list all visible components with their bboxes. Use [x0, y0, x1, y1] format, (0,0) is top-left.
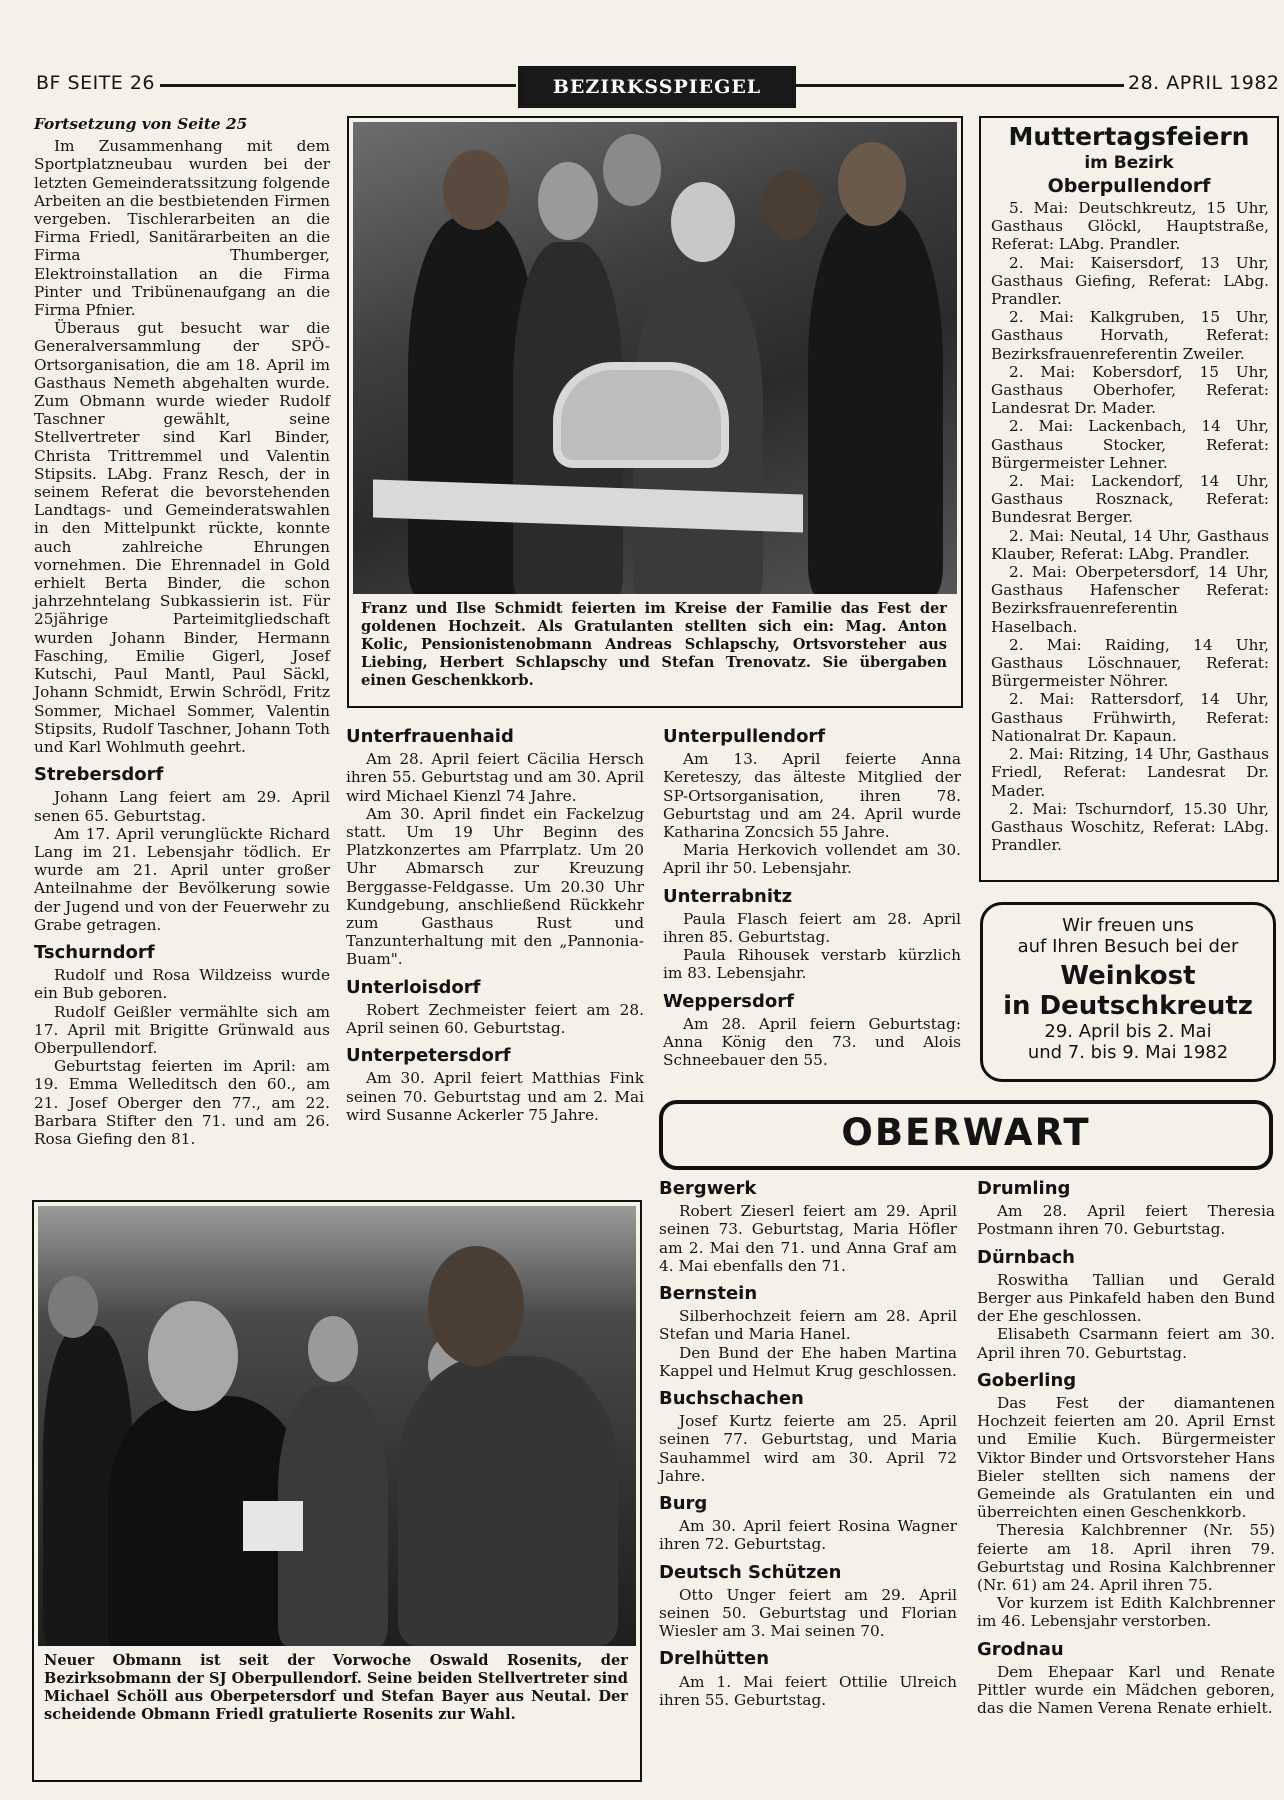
- photo-caption-bottom: Neuer Obmann ist seit der Vorwoche Oswald Rosenits, der Bezirksobmann der SJ Oberpullendorf. Seine beiden Stellvertreter sind Michael Schöll aus Oberpetersdorf und Stefan Bayer aus Neutal. Der scheidende Obmann Friedl gratulierte Rosenits zur Wahl.: [44, 1652, 628, 1723]
- section-heading: Bergwerk: [659, 1178, 757, 1199]
- section-heading: Grodnau: [977, 1638, 1064, 1660]
- photo-frame-top: [347, 116, 963, 708]
- ad-line: Wir freuen uns: [1062, 915, 1194, 936]
- section-heading: Goberling: [977, 1369, 1077, 1391]
- section-heading: Dürnbach: [977, 1246, 1075, 1268]
- article-paragraph: Otto Unger feiert am 29. April seinen 50. Geburtstag und Florian Wiesler am 3. Mai seinen 70.: [659, 1585, 957, 1641]
- article-paragraph: Das Fest der diamantenen Hochzeit feierten am 20. April Ernst und Emilie Kuch. Bürgermeister Viktor Binder und Ortsvorsteher Hans Bieler stellten sich namens der Gemeinde als Gratulanten ein und überreichten einen Geschenkkorb.: [977, 1394, 1275, 1522]
- left-column: [34, 115, 330, 1148]
- article-paragraph: Paula Rihousek verstarb kürzlich im 83. Lebensjahr.: [663, 946, 961, 983]
- article-paragraph: Theresia Kalchbrenner (Nr. 55) feierte am 18. April ihren 79. Geburtstag und Rosina Kalchbrenner (Nr. 61) am 24. April ihren 75.: [977, 1521, 1275, 1595]
- muttertag-entry: 2. Mai: Oberpetersdorf, 14 Uhr, Gasthaus Hafenscher Referat: Bezirksfrauenreferentin Haselbach.: [991, 563, 1269, 636]
- muttertag-entry: 5. Mai: Deutschkreutz, 15 Uhr, Gasthaus Glöckl, Hauptstraße, Referat: LAbg. Prandler.: [991, 199, 1269, 254]
- section-heading: Strebersdorf: [34, 764, 164, 786]
- section-heading: Tschurndorf: [34, 941, 155, 963]
- photo-frame-bottom: [32, 1200, 642, 1782]
- middle-column: [346, 728, 644, 1124]
- section-heading: Burg: [659, 1493, 708, 1515]
- oberwart-banner: OBERWART: [659, 1100, 1273, 1170]
- oberwart-column-1: [659, 1180, 957, 1709]
- section-heading: Drumling: [977, 1178, 1071, 1199]
- article-paragraph: Überaus gut besucht war die Generalversammlung der SPÖ-Ortsorganisation, die am 18. April im Gasthaus Nemeth abgehalten wurde. Zum Obmann wurde wieder Rudolf Taschner gewählt, seine Stellvertreter sind Karl Binder, Christa Trittremmel und Valentin Stipsits. LAbg. Franz Resch, der in seinem Referat die bevorstehenden Landtags- und Gemeinderatswahlen in den Mittelpunkt rückte, konnte auch zahlreiche Ehrungen vornehmen. Die Ehrennadel in Gold erhielt Berta Binder, die schon jahrzehntelang Subkassierin ist. Für 25jährige Parteimitgliedschaft wurden Johann Binder, Hermann Fasching, Emilie Gigerl, Josef Kutschi, Paul Mantl, Paul Säckl, Johann Schmidt, Erwin Schrödl, Fritz Sommer, Michael Sommer, Valentin Stipsits, Rudolf Taschner, Johann Toth und Karl Wohlmuth geehrt.: [34, 319, 330, 756]
- masthead: BEZIRKSSPIEGEL: [518, 66, 796, 108]
- section-heading: Unterfrauenhaid: [346, 726, 514, 747]
- article-paragraph: Elisabeth Csarmann feiert am 30. April ihren 70. Geburtstag.: [977, 1325, 1275, 1362]
- section-heading: Deutsch Schützen: [659, 1561, 842, 1583]
- muttertag-entry: 2. Mai: Kalkgruben, 15 Uhr, Gasthaus Horvath, Referat: Bezirksfrauenreferentin Zweiler.: [991, 308, 1269, 363]
- right-middle-column: [663, 728, 961, 1069]
- article-paragraph: Paula Flasch feiert am 28. April ihren 85. Geburtstag.: [663, 909, 961, 947]
- article-paragraph: Am 30. April findet ein Fackelzug statt. Um 19 Uhr Beginn des Platzkonzertes am Pfarrplatz. Um 20 Uhr Abmarsch zur Kreuzung Berggasse-Feldgasse. Um 20.30 Uhr Kundgebung, anschließend Rückkehr zum Gasthaus Rust und Tanzunterhaltung mit den „Pannonia-Buam".: [346, 804, 644, 969]
- muttertag-list: [981, 199, 1277, 854]
- muttertag-district: Oberpullendorf: [1047, 175, 1211, 197]
- article-paragraph: Maria Herkovich vollendet am 30. April ihr 50. Lebensjahr.: [663, 841, 961, 878]
- article-paragraph: Silberhochzeit feiern am 28. April Stefan und Maria Hanel.: [659, 1307, 957, 1344]
- page-date: 28. APRIL 1982: [1128, 72, 1280, 94]
- article-paragraph: Am 30. April feiert Rosina Wagner ihren 72. Geburtstag.: [659, 1517, 957, 1554]
- photo-caption-top: Franz und Ilse Schmidt feierten im Kreise der Familie das Fest der goldenen Hochzeit. Als Gratulanten stellten sich ein: Mag. Anton Kolic, Pensionistenobmann Andreas Schlapschy, Ortsvorsteher aus Liebing, Herbert Schlapschy und Stefan Trenovatz. Sie übergaben einen Geschenkkorb.: [361, 600, 947, 689]
- article-paragraph: Am 28. April feiert Cäcilia Hersch ihren 55. Geburtstag und am 30. April wird Michael Kienzl 74 Jahre.: [346, 750, 644, 805]
- article-paragraph: Rudolf und Rosa Wildzeiss wurde ein Bub geboren.: [34, 966, 330, 1003]
- section-heading: Unterloisdorf: [346, 976, 481, 998]
- article-paragraph: Am 28. April feiern Geburtstag: Anna König den 73. und Alois Schneebauer den 55.: [663, 1014, 961, 1070]
- article-paragraph: Am 13. April feierte Anna Kereteszy, das älteste Mitglied der SP-Ortsorganisation, ihren 78. Geburtstag und am 24. April wurde Katharina Zoncsich 55 Jahre.: [663, 750, 961, 842]
- muttertag-subtitle: im Bezirk: [1084, 153, 1174, 173]
- muttertag-box: [979, 116, 1279, 882]
- ad-headline: Weinkost: [1060, 961, 1196, 991]
- ad-dates: und 7. bis 9. Mai 1982: [1027, 1042, 1229, 1063]
- section-heading: Bernstein: [659, 1283, 758, 1305]
- muttertag-entry: 2. Mai: Kobersdorf, 15 Uhr, Gasthaus Oberhofer, Referat: Landesrat Dr. Mader.: [991, 362, 1269, 418]
- ad-dates: 29. April bis 2. Mai: [1044, 1021, 1212, 1042]
- article-paragraph: Rudolf Geißler vermählte sich am 17. April mit Brigitte Grünwald aus Oberpullendorf.: [34, 1002, 330, 1057]
- section-heading: Unterpullendorf: [663, 726, 826, 747]
- muttertag-entry: 2. Mai: Tschurndorf, 15.30 Uhr, Gasthaus Woschitz, Referat: LAbg. Prandler.: [991, 799, 1269, 855]
- oberwart-column-2: [977, 1180, 1275, 1717]
- section-heading: Buchschachen: [659, 1388, 804, 1410]
- muttertag-title: Muttertagsfeiern: [1008, 122, 1250, 151]
- article-paragraph: Robert Zieserl feiert am 29. April seinen 73. Geburtstag, Maria Höfler am 2. Mai den 71. und Anna Graf am 4. Mai ebenfalls den 71.: [659, 1202, 957, 1275]
- section-heading: Drelhütten: [659, 1648, 770, 1670]
- ad-headline: in Deutschkreutz: [1003, 991, 1253, 1021]
- section-heading: Unterrabnitz: [663, 885, 793, 907]
- muttertag-entry: 2. Mai: Rattersdorf, 14 Uhr, Gasthaus Frühwirth, Referat: Nationalrat Dr. Kapaun.: [991, 690, 1269, 745]
- muttertag-entry: 2. Mai: Raiding, 14 Uhr, Gasthaus Löschnauer, Referat: Bürgermeister Nöhrer.: [991, 635, 1269, 691]
- sj-meeting-photo: [38, 1206, 636, 1646]
- gift-basket: [553, 362, 729, 468]
- weinkost-ad: [980, 902, 1276, 1082]
- section-heading: Unterpetersdorf: [346, 1045, 511, 1067]
- article-paragraph: Robert Zechmeister feiert am 28. April seinen 60. Geburtstag.: [346, 1000, 644, 1038]
- section-heading: Weppersdorf: [663, 990, 794, 1012]
- article-paragraph: Johann Lang feiert am 29. April senen 65. Geburtstag.: [34, 788, 330, 825]
- continuation-note: Fortsetzung von Seite 25: [34, 115, 248, 133]
- muttertag-entry: 2. Mai: Ritzing, 14 Uhr, Gasthaus Friedl, Referat: Landesrat Dr. Mader.: [991, 745, 1269, 800]
- article-paragraph: Josef Kurtz feierte am 25. April seinen 77. Geburtstag, und Maria Sauhammel wird am 30. April 72 Jahre.: [659, 1412, 957, 1485]
- golden-wedding-photo: [353, 122, 957, 594]
- article-paragraph: Roswitha Tallian und Gerald Berger aus Pinkafeld haben den Bund der Ehe geschlossen.: [977, 1270, 1275, 1326]
- article-paragraph: Am 30. April feiert Matthias Fink seinen 70. Geburtstag und am 2. Mai wird Susanne Ackerler 75 Jahre.: [346, 1069, 644, 1124]
- muttertag-entry: 2. Mai: Neutal, 14 Uhr, Gasthaus Klauber, Referat: LAbg. Prandler.: [991, 526, 1269, 563]
- article-paragraph: Im Zusammenhang mit dem Sportplatzneubau wurden bei der letzten Gemeinderatssitzung folgende Arbeiten an die bestbietenden Firmen vergeben. Tischlerarbeiten an die Firma Friedl, Sanitärarbeiten an die Firma Thumberger, Elektroinstallation an die Firma Pinter und Tribünenaufgang an die Firma Pfnier.: [34, 137, 330, 320]
- article-paragraph: Vor kurzem ist Edith Kalchbrenner im 46. Lebensjahr verstorben.: [977, 1594, 1275, 1631]
- article-paragraph: Den Bund der Ehe haben Martina Kappel und Helmut Krug geschlossen.: [659, 1343, 957, 1380]
- page-number: BF SEITE 26: [36, 72, 155, 94]
- muttertag-entry: 2. Mai: Lackenbach, 14 Uhr, Gasthaus Stocker, Referat: Bürgermeister Lehner.: [991, 417, 1269, 472]
- ad-line: auf Ihren Besuch bei der: [1017, 936, 1239, 957]
- paper-sheet: [243, 1501, 303, 1551]
- article-paragraph: Dem Ehepaar Karl und Renate Pittler wurde ein Mädchen geboren, das die Namen Verena Renate erhielt.: [977, 1662, 1275, 1718]
- article-paragraph: Am 1. Mai feiert Ottilie Ulreich ihren 55. Geburtstag.: [659, 1672, 957, 1709]
- header-rule-right: [794, 84, 1124, 87]
- muttertag-entry: 2. Mai: Kaisersdorf, 13 Uhr, Gasthaus Giefing, Referat: LAbg. Prandler.: [991, 253, 1269, 309]
- muttertag-entry: 2. Mai: Lackendorf, 14 Uhr, Gasthaus Rosznack, Referat: Bundesrat Berger.: [991, 472, 1269, 527]
- header-rule-left: [160, 84, 516, 87]
- article-paragraph: Geburtstag feierten im April: am 19. Emma Welleditsch den 60., am 21. Josef Oberger den 77., am 22. Barbara Stifter den 71. und am 26. Rosa Giefing den 81.: [34, 1057, 330, 1148]
- article-paragraph: Am 17. April verunglückte Richard Lang im 21. Lebensjahr tödlich. Er wurde am 21. April unter großer Anteilnahme der Bevölkerung sowie der Jugend und von der Feuerwehr zu Grabe getragen.: [34, 824, 330, 934]
- article-paragraph: Am 28. April feiert Theresia Postmann ihren 70. Geburtstag.: [977, 1202, 1275, 1239]
